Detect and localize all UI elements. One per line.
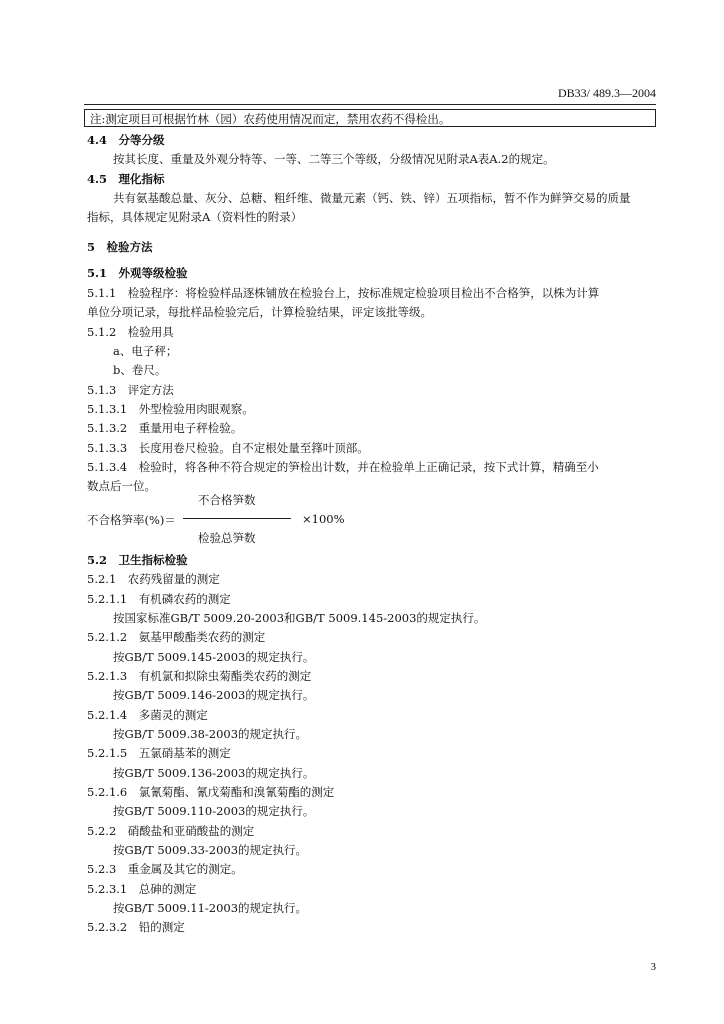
clause-heading: 5.1.2 检验用具	[87, 325, 174, 339]
section-heading-4-4: 4.4 分等分级	[87, 133, 165, 147]
clause-heading: 5.2.2 硝酸盐和亚硝酸盐的测定	[87, 824, 255, 838]
formula-numerator: 不合格笋数	[198, 493, 256, 507]
clause-heading: 5.2.3.2 铅的测定	[87, 920, 185, 934]
clause-line: 5.1.3.4 检验时，将各种不符合规定的笋检出计数，并在检验单上正确记录，按下式计算，精确至小	[87, 460, 599, 474]
paragraph-line: 按GB/T 5009.110-2003的规定执行。	[113, 804, 315, 818]
clause-line: 5.1.3.2 重量用电子秤检验。	[87, 421, 243, 435]
list-item: b、卷尺。	[113, 363, 167, 377]
clause-heading: 5.2.1.1 有机磷农药的测定	[87, 592, 231, 606]
document-code-header: DB33/ 489.3—2004	[557, 86, 656, 100]
note-box: 注:测定项目可根据竹林（园）农药使用情况而定，禁用农药不得检出。	[84, 109, 656, 127]
paragraph-line: 按GB/T 5009.145-2003的规定执行。	[113, 650, 315, 664]
section-heading-4-5: 4.5 理化指标	[87, 172, 165, 186]
fraction-bar	[183, 518, 291, 519]
section-heading-5: 5 检验方法	[87, 240, 153, 254]
list-item: a、电子秤；	[113, 344, 178, 358]
paragraph-line: 5.1.1 检验程序：将检验样品逐株铺放在检验台上，按标准规定检验项目检出不合格笋，以株为计算	[87, 286, 600, 300]
paragraph-line: 按其长度、重量及外观分特等、一等、二等三个等级，分级情况见附录A表A.2的规定。	[113, 152, 555, 166]
clause-heading: 5.2.1.4 多菌灵的测定	[87, 708, 208, 722]
paragraph-line: 按GB/T 5009.38-2003的规定执行。	[113, 727, 308, 741]
clause-heading: 5.2.3 重金属及其它的测定。	[87, 862, 243, 876]
clause-line: 数点后一位。	[87, 479, 156, 493]
clause-heading: 5.1.3 评定方法	[87, 383, 174, 397]
section-heading-5-2: 5.2 卫生指标检验	[87, 553, 188, 567]
formula-denominator: 检验总笋数	[198, 531, 256, 545]
clause-line: 5.1.3.1 外型检验用肉眼观察。	[87, 402, 254, 416]
paragraph-line: 按国家标准GB/T 5009.20-2003和GB/T 5009.145-2003的规定执行。	[113, 611, 486, 625]
paragraph-line: 共有氨基酸总量、灰分、总糖、粗纤维、微量元素（钙、铁、锌）五项指标，暂不作为鲜笋交易的质量	[113, 191, 631, 205]
clause-heading: 5.2.1.6 氯氰菊酯、氰戊菊酯和溴氰菊酯的测定	[87, 785, 335, 799]
paragraph-line: 单位分项记录，每批样品检验完后，计算检验结果，评定该批等级。	[87, 305, 432, 319]
clause-heading: 5.2.1 农药残留量的测定	[87, 572, 220, 586]
paragraph-line: 按GB/T 5009.33-2003的规定执行。	[113, 843, 308, 857]
clause-line: 5.1.3.3 长度用卷尺检验。自不定根处量至箨叶顶部。	[87, 441, 369, 455]
formula-lhs: 不合格笋率(%)＝	[87, 513, 176, 527]
paragraph-line: 按GB/T 5009.146-2003的规定执行。	[113, 688, 315, 702]
clause-heading: 5.2.1.3 有机氯和拟除虫菊酯类农药的测定	[87, 669, 312, 683]
clause-heading: 5.2.1.5 五氯硝基苯的测定	[87, 746, 231, 760]
paragraph-line: 指标，具体规定见附录A（资料性的附录）	[87, 210, 303, 224]
page-number: 3	[650, 961, 656, 973]
section-heading-5-1: 5.1 外观等级检验	[87, 266, 188, 280]
clause-heading: 5.2.1.2 氨基甲酸酯类农药的测定	[87, 630, 266, 644]
formula-multiplier: ×100%	[302, 512, 345, 526]
paragraph-line: 按GB/T 5009.11-2003的规定执行。	[113, 901, 308, 915]
paragraph-line: 按GB/T 5009.136-2003的规定执行。	[113, 766, 315, 780]
clause-heading: 5.2.3.1 总砷的测定	[87, 882, 197, 896]
header-rule	[84, 104, 656, 105]
